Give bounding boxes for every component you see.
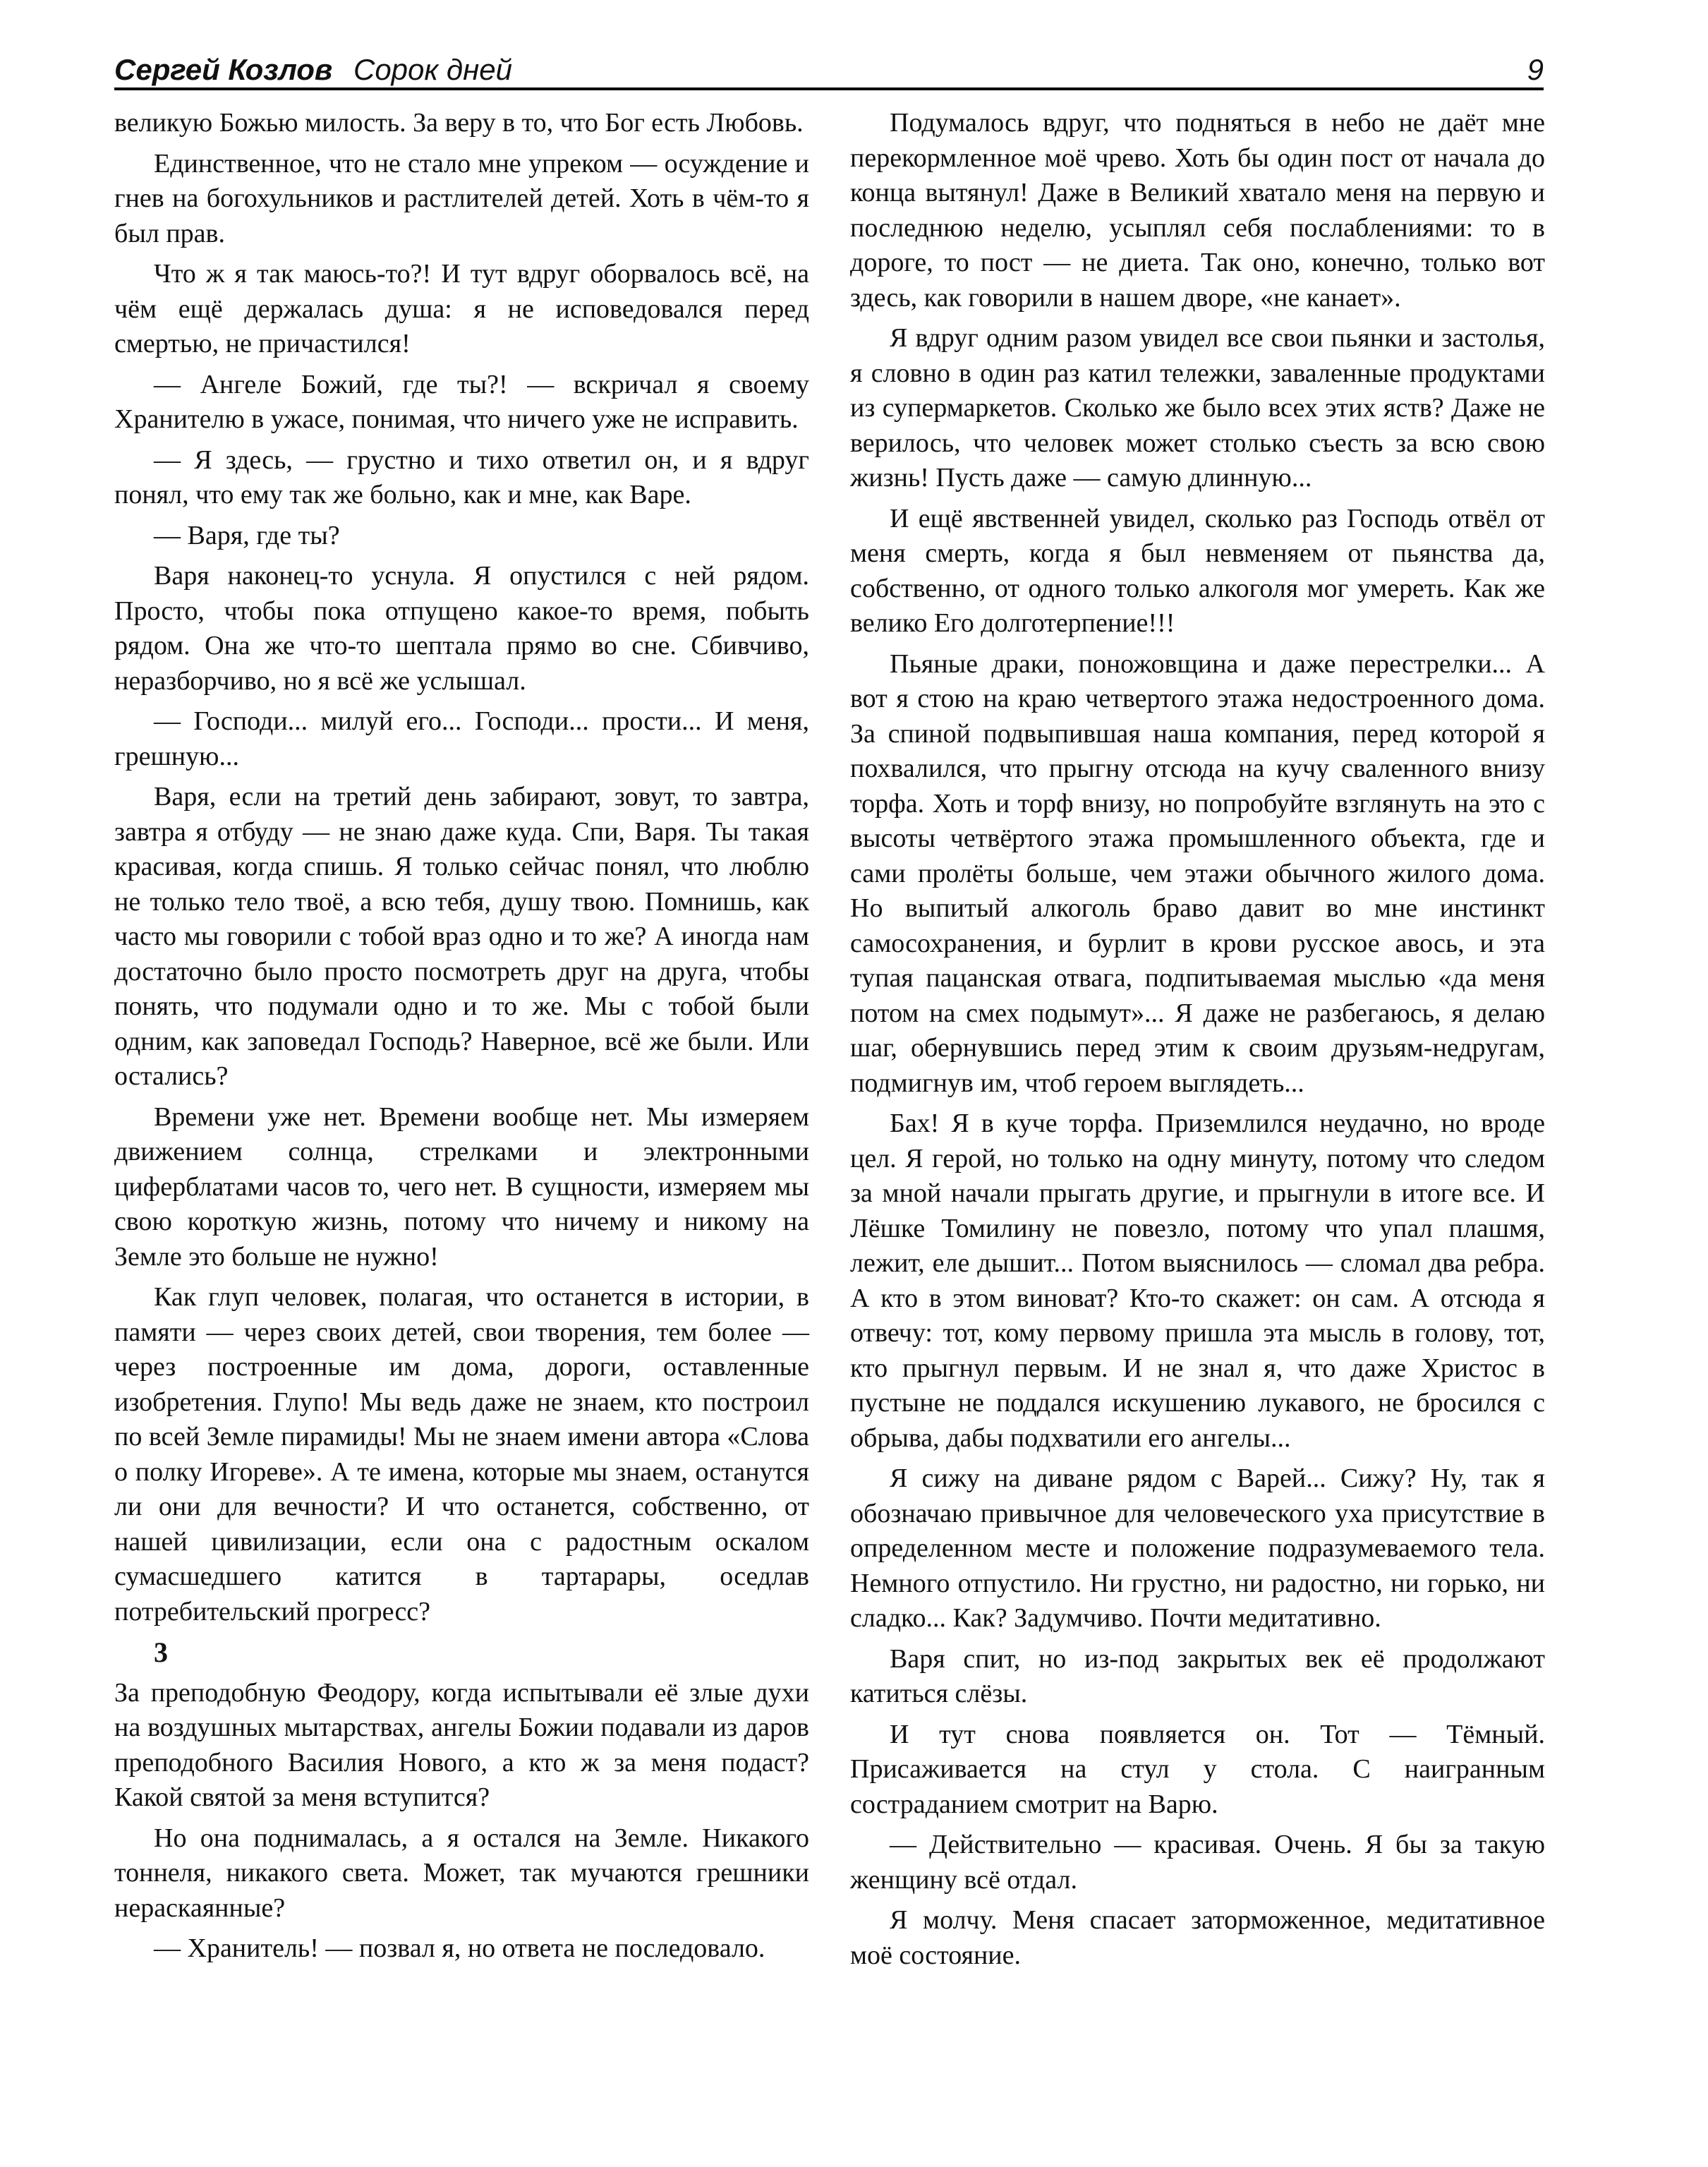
paragraph: Единственное, что не стало мне упреком — осуждение и гнев на богохульников и растлителей детей. Хоть в чём-то я был прав. [114,148,809,248]
paragraph: великую Божью милость. За веру в то, что Бог есть Любовь. [114,108,804,138]
paragraph: Варя, если на третий день забирают, зовут, то завтра, завтра я отбуду — не знаю даже куда. Спи, Варя. Ты такая красивая, когда спишь. Я только сейчас понял, что люблю не только тело твоё, а всю тебя, душу твою. Помнишь, как часто мы говорили с тобой враз одно и то же? А иногда нам достаточно было просто посмотреть друг на друга, чтобы понять, что подумали одно и то же. Мы с тобой были одним, как заповедал Господь? Наверное, всё же были. Или остались? [114,782,809,1091]
paragraph: Как глуп человек, полагая, что останется в истории, в памяти — через своих детей, свои творения, тем более — через построенные им дома, дороги, оставленные изобретения. Глупо! Мы ведь даже не знаем, кто построил по всей Земле пирамиды! Мы не знаем имени автора «Слова о полку Игореве». А те имена, которые мы знаем, останутся ли они для вечности? И что останется, собственно, от нашей цивилизации, если она с радостным оскалом сумасшедшего катится в тартарары, оседлав потребительский прогресс? [114,1282,809,1626]
paragraph: Времени уже нет. Времени вообще нет. Мы измеряем движением солнца, стрелками и электронными циферблатами часов то, чего нет. В сущности, измеряем мы свою короткую жизнь, потому что ничему и никому на Земле это больше не нужно! [114,1101,809,1272]
running-header [114,52,1544,90]
header-book-title: Сорок дней [353,53,512,86]
header-author: Сергей Козлов [114,53,333,86]
paragraph: — Хранитель! — позвал я, но ответа не последовало. [154,1933,765,1963]
paragraph: Варя наконец-то уснула. Я опустился с ней рядом. Просто, чтобы пока отпущено какое-то время, побыть рядом. Она же что-то шептала прямо во сне. Сбивчиво, неразборчиво, но я всё же услышал. [114,561,809,696]
section-number: 3 [154,1636,168,1668]
left-column [114,106,809,1972]
paragraph: И ещё явственней увидел, сколько раз Господь отвёл от меня смерть, когда я был невменяем от пьянства да, собственно, от одного только алкоголя мог умереть. Как же велико Его долготерпение!!! [850,503,1545,638]
paragraph: — Действительно — красивая. Очень. Я бы за такую женщину всё отдал. [850,1830,1545,1895]
paragraph: — Я здесь, — грустно и тихо ответил он, и я вдруг понял, что ему так же больно, как и мне, как Варе. [114,445,809,509]
paragraph: За преподобную Феодору, когда испытывали её злые духи на воздушных мытарствах, ангелы Божии подавали из даров преподобного Василия Нового, а кто ж за меня подаст? Какой святой за меня вступится? [114,1677,809,1812]
paragraph: Варя спит, но из-под закрытых век её продолжают катиться слёзы. [850,1643,1545,1708]
paragraph: Я сижу на диване рядом с Варей... Сижу? Ну, так я обозначаю привычное для человеческого уха присутствие в определенном месте и положение подразумеваемого тела. Немного отпустило. Ни грустно, ни радостно, ни горько, ни сладко... Как? Задумчиво. Почти медитативно. [850,1463,1545,1633]
paragraph: И тут снова появляется он. Тот — Тёмный. Присаживается на стул у стола. С наигранным состраданием смотрит на Варю. [850,1719,1545,1819]
paragraph: Подумалось вдруг, что подняться в небо не даёт мне перекормленное моё чрево. Хоть бы один пост от начала до конца вытянул! Даже в Великий хватало меня на первую и последнюю неделю, усыплял себя послаблениями: то в дороге, то пост — не диета. Так оно, конечно, только вот здесь, как говорили в нашем дворе, «не канает». [850,108,1545,313]
paragraph: — Варя, где ты? [154,520,340,550]
right-column [850,106,1545,1979]
paragraph: Я вдруг одним разом увидел все свои пьянки и застолья, я словно в один раз катил тележки, заваленные продуктами из супермаркетов. Сколько же было всех этих яств? Даже не верилось, что человек может столько съесть за всю свою жизнь! Пусть даже — самую длинную... [850,323,1545,493]
paragraph: Я молчу. Меня спасает заторможенное, медитативное моё состояние. [850,1905,1545,1970]
page-number: 9 [1527,53,1544,86]
paragraph: Пьяные драки, поножовщина и даже перестрелки... А вот я стою на краю четвертого этажа недостроенного дома. За спиной подвыпившая наша компания, перед которой я похвалился, что прыгну отсюда на кучу сваленного внизу торфа. Хоть и торф внизу, но попробуйте взглянуть на это с высоты четвёртого этажа промышленного объекта, где и сами пролёты больше, чем этажи обычного жилого дома. Но выпитый алкоголь браво давит во мне инстинкт самосохранения, и бурлит в крови русское авось, и эта тупая пацанская отвага, подпитываемая мыслью «да меня потом на смех подымут»... Я даже не разбегаюсь, я делаю шаг, обернувшись перед этим к своим друзьям-недругам, подмигнув им, чтоб героем выглядеть... [850,648,1545,1098]
paragraph: Что ж я так маюсь-то?! И тут вдруг оборвалось всё, на чём ещё держалась душа: я не исповедовался перед смертью, не причастился! [114,259,809,358]
paragraph: — Ангеле Божий, где ты?! — вскричал я своему Хранителю в ужасе, понимая, что ничего уже не исправить. [114,369,809,434]
paragraph: Бах! Я в куче торфа. Приземлился неудачно, но вроде цел. Я герой, но только на одну минуту, потому что следом за мной начали прыгать другие, и прыгнули в итоге все. И Лёшке Томилину не повезло, потому что упал плашмя, лежит, еле дышит... Потом выяснилось — сломал два ребра. А кто в этом виноват? Кто-то скажет: он сам. А отсюда я отвечу: тот, кому первому пришла эта мысль в голову, тот, кто прыгнул первым. И не знал я, что даже Христос в пустыне не поддался искушению лукавого, не бросился с обрыва, дабы подхватили его ангелы... [850,1109,1545,1453]
paragraph: Но она поднималась, а я остался на Земле. Никакого тоннеля, никакого света. Может, так мучаются грешники нераскаянные? [114,1823,809,1923]
paragraph: — Господи... милуй его... Господи... прости... И меня, грешную... [114,706,809,771]
